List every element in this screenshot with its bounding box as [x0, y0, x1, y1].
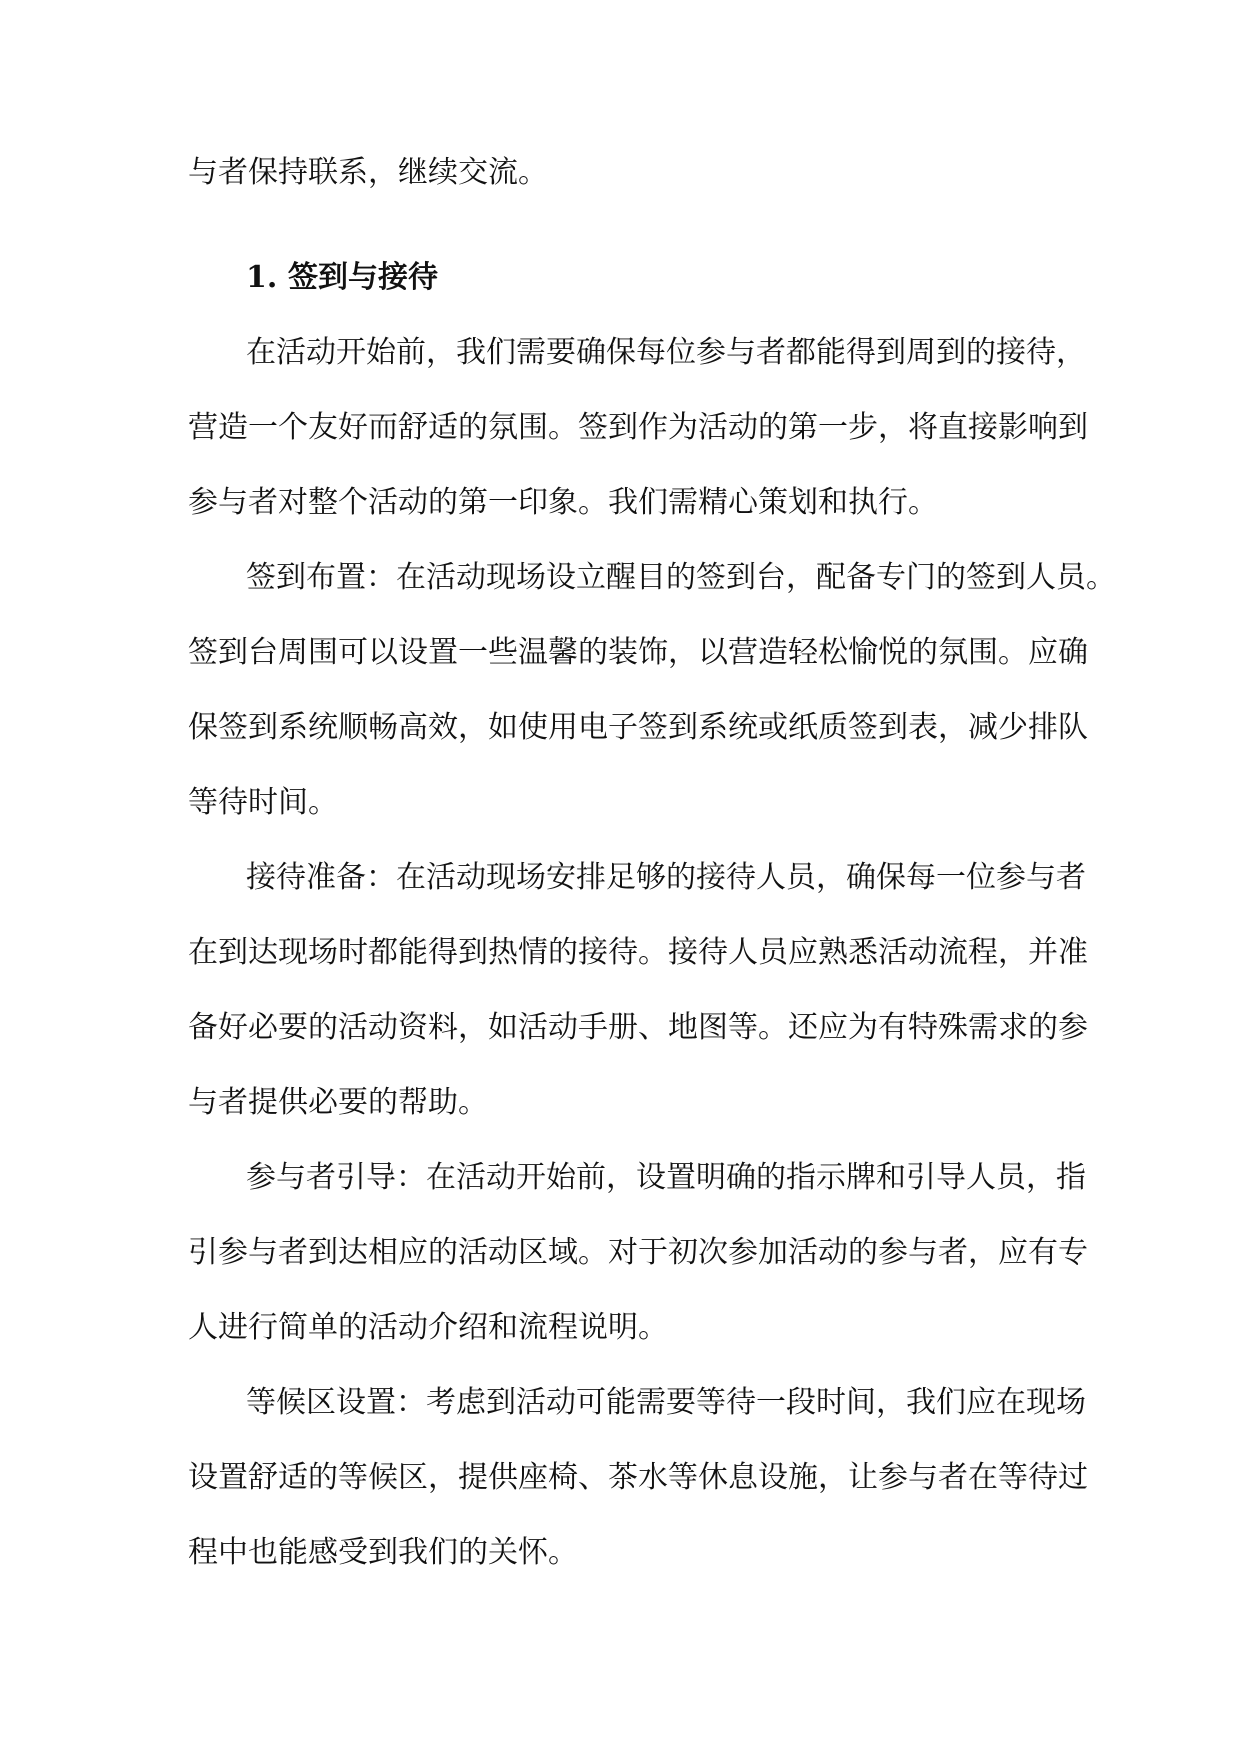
paragraph-line: 参与者引导：在活动开始前，设置明确的指示牌和引导人员，指	[246, 1160, 1086, 1195]
paragraph-line: 参与者对整个活动的第一印象。我们需精心策划和执行。	[188, 485, 938, 520]
paragraph-line: 在到达现场时都能得到热情的接待。接待人员应熟悉活动流程，并准	[188, 935, 1088, 970]
paragraph-line: 设置舒适的等候区，提供座椅、茶水等休息设施，让参与者在等待过	[188, 1460, 1088, 1495]
paragraph-line: 备好必要的活动资料，如活动手册、地图等。还应为有特殊需求的参	[188, 1010, 1088, 1045]
paragraph-line: 引参与者到达相应的活动区域。对于初次参加活动的参与者，应有专	[188, 1235, 1088, 1270]
paragraph-line: 程中也能感受到我们的关怀。	[188, 1535, 578, 1570]
paragraph-line: 保签到系统顺畅高效，如使用电子签到系统或纸质签到表，减少排队	[188, 710, 1088, 745]
section-title: 签到与接待	[288, 260, 438, 295]
paragraph-line: 接待准备：在活动现场安排足够的接待人员，确保每一位参与者	[246, 860, 1086, 895]
section-number: 1.	[246, 260, 278, 295]
section-heading	[246, 258, 438, 298]
paragraph-line: 签到布置：在活动现场设立醒目的签到台，配备专门的签到人员。	[246, 560, 1116, 595]
paragraph-line: 等候区设置：考虑到活动可能需要等待一段时间，我们应在现场	[246, 1385, 1086, 1420]
paragraph-line: 在活动开始前，我们需要确保每位参与者都能得到周到的接待，	[246, 335, 1086, 370]
paragraph-line: 营造一个友好而舒适的氛围。签到作为活动的第一步，将直接影响到	[188, 410, 1088, 445]
paragraph-line: 等待时间。	[188, 785, 338, 820]
paragraph-line: 与者提供必要的帮助。	[188, 1085, 488, 1120]
continuation-line	[188, 153, 548, 193]
paragraph-line: 签到台周围可以设置一些温馨的装饰，以营造轻松愉悦的氛围。应确	[188, 635, 1088, 670]
paragraph-line: 与者保持联系，继续交流。	[188, 155, 548, 190]
paragraph-line: 人进行简单的活动介绍和流程说明。	[188, 1310, 668, 1345]
